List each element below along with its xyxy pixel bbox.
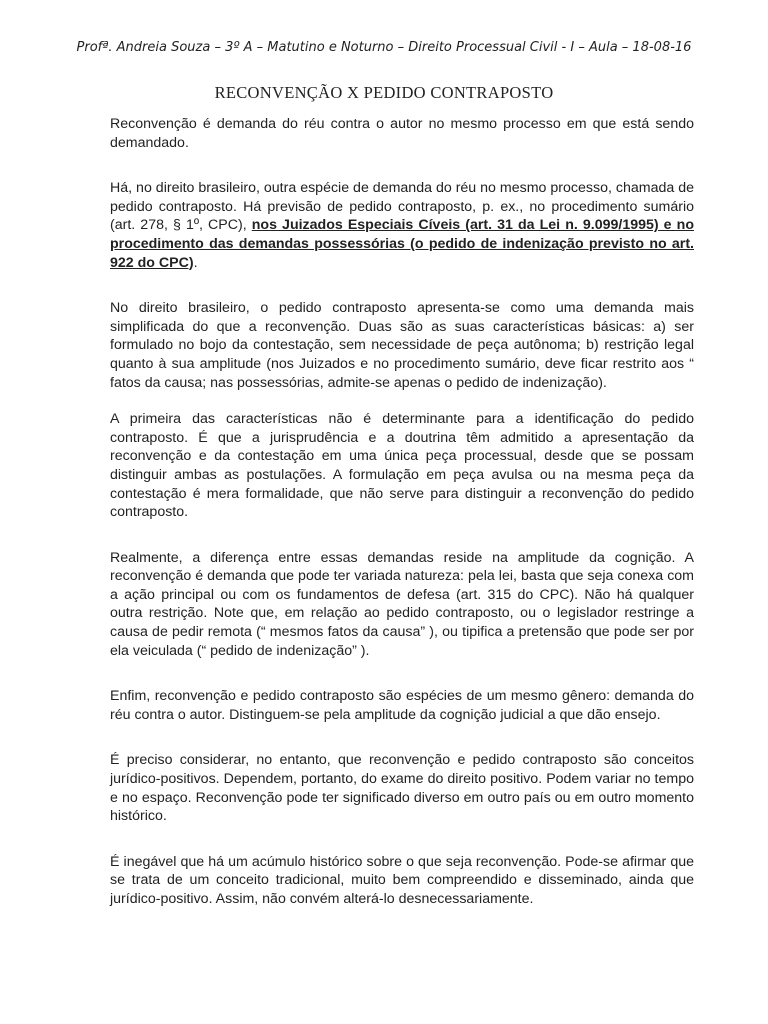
paragraph-1: Reconvenção é demanda do réu contra o autor no mesmo processo em que está sendo demandado. [110,116,694,151]
paragraph-4: A primeira das características não é determinante para a identificação do pedido contraposto. É que a jurisprudência e a doutrina têm admitido a apresentação da reconvenção e da contestação em uma única peça processual, desde que se possam distinguir ambas as postulações. A formulação em peça avulsa ou na mesma peça da contestação é mera formalidade, que não serve para distinguir a reconvenção do pedido contraposto. [110,411,694,521]
paragraph-8: É inegável que há um acúmulo histórico sobre o que seja reconvenção. Pode-se afirmar que se trata de um conceito tradicional, muito bem compreendido e disseminado, ainda que jurídico-positivo. Assim, não convém alterá-lo desnecessariamente. [110,853,694,907]
paragraph-7: É preciso considerar, no entanto, que reconvenção e pedido contraposto são conceitos jurídico-positivos. Dependem, portanto, do exame do direito positivo. Podem variar no tempo e no espaço. Reconvenção pode ter significado diverso em outro país ou em outro momento histórico. [110,752,694,825]
paragraph-3: No direito brasileiro, o pedido contraposto apresenta-se como uma demanda mais simplificada do que a reconvenção. Duas são as suas características básicas: a) ser formulado no bojo da contestação, sem necessidade de peça autônoma; b) restrição legal quanto à sua amplitude (nos Juizados e no procedimento sumário, deve ficar restrito aos “ fatos da causa; nas possessórias, admite-se apenas o pedido de indenização). [110,300,694,391]
paragraph-2-emphasis: nos Juizados Especiais Cíveis (art. 31 da Lei n. 9.099/1995) e no procedimento das demandas possessórias (o pedido de indenização previsto no art. 922 do CPC) [110,217,694,271]
paragraph-2 [110,179,694,272]
document-body [110,115,694,909]
document-title: RECONVENÇÃO X PEDIDO CONTRAPOSTO [214,83,554,102]
paragraph-6: Enfim, reconvenção e pedido contraposto são espécies de um mesmo gênero: demanda do réu contra o autor. Distinguem-se pela amplitude da cognição judicial a que dão ensejo. [110,688,694,723]
paragraph-2-start: Há, no direito brasileiro, outra espécie de demanda do réu no mesmo processo, chamada de pedido contraposto. Há previsão de pedido contraposto, p. ex., no procedimento sumário (art. 278, § 1º, CPC), [110,180,694,234]
page-header: Profª. Andreia Souza – 3º A – Matutino e Noturno – Direito Processual Civil - I – Aula – 18-08-16 [76,40,692,55]
paragraph-5: Realmente, a diferença entre essas demandas reside na amplitude da cognição. A reconvenção é demanda que pode ter variada natureza: pela lei, basta que seja conexa com a ação principal ou com os fundamentos de defesa (art. 315 do CPC). Não há qualquer outra restrição. Note que, em relação ao pedido contraposto, ou o legislador restringe a causa de pedir remota (“ mesmos fatos da causa” ), ou tipifica a pretensão que pode ser por ela veiculada (“ pedido de indenização” ). [110,549,694,659]
paragraph-2-end: . [193,254,198,271]
